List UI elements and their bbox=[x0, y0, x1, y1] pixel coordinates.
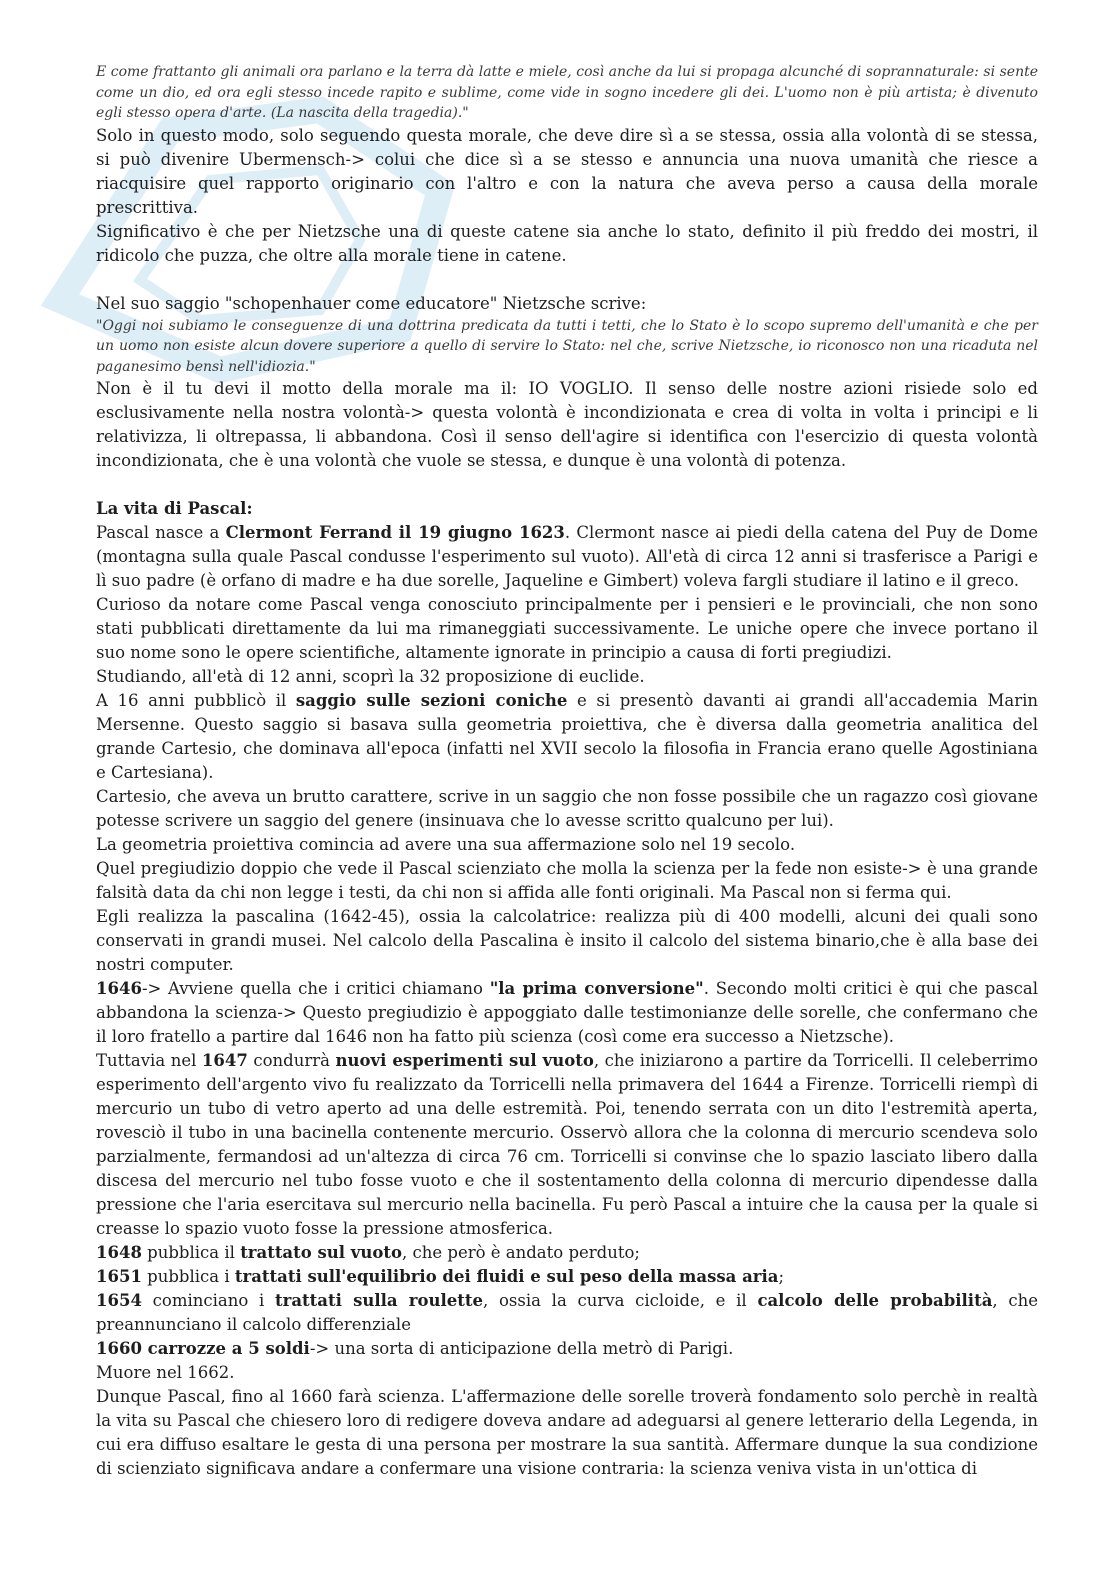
paragraph-1651: 1651 pubblica i trattati sull'equilibrio dei fluidi e sul peso della massa aria; bbox=[96, 1267, 784, 1286]
paragraph-euclide: Studiando, all'età di 12 anni, scoprì la 32 proposizione di euclide. bbox=[96, 667, 645, 686]
paragraph-1654: 1654 cominciano i trattati sulla roulette, ossia la curva cicloide, e il calcolo delle probabilità, che preannunciano il calcolo differenziale bbox=[96, 1291, 1039, 1334]
paragraph-pensieri: Curioso da notare come Pascal venga conosciuto principalmente per i pensieri e le provinciali, che non sono stati pubblicati direttamente da lui ma rimaneggiati successivamente. Le uniche opere che invece portano il suo nome sono le opere scientifiche, altamente ignorate in principio a causa di forti pregiudizi. bbox=[96, 595, 1038, 662]
document-page bbox=[96, 62, 1038, 1481]
section-heading-pascal: La vita di Pascal: bbox=[96, 499, 253, 518]
spacer bbox=[96, 268, 1038, 292]
paragraph-schopenhauer: Nel suo saggio "schopenhauer come educatore" Nietzsche scrive: bbox=[96, 293, 647, 313]
paragraph-1660: 1660 carrozze a 5 soldi-> una sorta di anticipazione della metrò di Parigi. bbox=[96, 1339, 734, 1358]
spacer bbox=[96, 473, 1038, 497]
paragraph-nascita: Pascal nasce a Clermont Ferrand il 19 giugno 1623. Clermont nasce ai piedi della catena del Puy de Dome (montagna sulla quale Pascal condusse l'esperimento sul vuoto). All'età di circa 12 anni si trasferisce a Parigi e lì suo padre (è orfano di madre e ha due sorelle, Jaqueline e Gimbert) voleva fargli studiare il latino e il greco. bbox=[96, 523, 1039, 590]
paragraph-ubermensch: Solo in questo modo, solo seguendo questa morale, che deve dire sì a se stessa, ossia alla volontà di se stessa, si può divenire Ubermensch-> colui che dice sì a se stesso e annuncia una nuova umanità che riesce a riacquisire quel rapporto originario con l'altro e con la natura che aveva perso a causa della morale prescrittiva. bbox=[96, 125, 1038, 217]
paragraph-pregiudizio: Quel pregiudizio doppio che vede il Pascal scienziato che molla la scienza per la fede non esiste-> è una grande falsità data da chi non legge i testi, da chi non si affida alle fonti originali. Ma Pascal non si ferma qui. bbox=[96, 859, 1038, 902]
paragraph-cartesio: Cartesio, che aveva un brutto carattere, scrive in un saggio che non fosse possibile che un ragazzo così giovane potesse scrivere un saggio del genere (insinuava che lo avesse scritto qualcuno per lui). bbox=[96, 787, 1038, 830]
paragraph-1647: Tuttavia nel 1647 condurrà nuovi esperimenti sul vuoto, che iniziarono a partire da Torricelli. Il celeberrimo esperimento dell'argento vivo fu realizzato da Torricelli nella primavera del 1644 a Firenze. Torricelli riempì di mercurio un tubo di vetro aperto ad una delle estremità. Poi, tenendo serrata con un dito l'estremità aperta, rovesciò il tubo in una bacinella contenente mercurio. Osservò allora che la colonna di mercurio scendeva solo parzialmente, fermandosi ad un'altezza di circa 76 cm. Torricelli si convinse che lo spazio lasciato libero dalla discesa del mercurio nel tubo fosse vuoto e che il sostentamento della colonna di mercurio dipendesse dalla pressione che l'aria esercitava sul mercurio nella bacinella. Fu però Pascal a intuire che la causa per la quale si creasse lo spazio vuoto fosse la pressione atmosferica. bbox=[96, 1051, 1039, 1238]
paragraph-stato: Significativo è che per Nietzsche una di queste catene sia anche lo stato, definito il più freddo dei mostri, il ridicolo che puzza, che oltre alla morale tiene in catene. bbox=[96, 221, 1038, 265]
paragraph-1646: 1646-> Avviene quella che i critici chiamano "la prima conversione". Secondo molti critici è qui che pascal abbandona la scienza-> Questo pregiudizio è appoggiato dalle testimonianze delle sorelle, che confermano che il loro fratello a partire dal 1646 non ha fatto più scienza (così come era successo a Nietzsche). bbox=[96, 979, 1038, 1046]
paragraph-pascalina: Egli realizza la pascalina (1642-45), ossia la calcolatrice: realizza più di 400 modelli, alcuni dei quali sono conservati in grandi musei. Nel calcolo della Pascalina è insito il calcolo del sistema binario,che è alla base dei nostri computer. bbox=[96, 907, 1038, 974]
paragraph-io-voglio: Non è il tu devi il motto della morale ma il: IO VOGLIO. Il senso delle nostre azioni risiede solo ed esclusivamente nella nostra volontà-> questa volontà è incondizionata e crea di volta in volta i principi e li relativizza, li oltrepassa, li abbandona. Così il senso dell'agire si identifica con l'esercizio di questa volontà incondizionata, che è una volontà che vuole se stessa, e dunque è una volontà di potenza. bbox=[96, 379, 1038, 470]
nietzsche-quote-tragedy: E come frattanto gli animali ora parlano e la terra dà latte e miele, così anche da lui si propaga alcunché di soprannaturale: si sente come un dio, ed ora egli stesso incede rapito e sublime, come vide in sogno incedere gli dei. L'uomo non è più artista; è divenuto egli stesso opera d'arte. (La nascita della tragedia)." bbox=[96, 64, 1038, 121]
paragraph-legenda: Dunque Pascal, fino al 1660 farà scienza. L'affermazione delle sorelle troverà fondamento solo perchè in realtà la vita su Pascal che chiesero loro di redigere doveva andare ad adeguarsi al genere letterario della Legenda, in cui era diffuso esaltare le gesta di una persona per mostrare la sua santità. Affermare dunque la sua condizione di scienziato significava andare a confermare una visione contraria: la scienza veniva vista in un'ottica di bbox=[96, 1387, 1038, 1478]
paragraph-coniche: A 16 anni pubblicò il saggio sulle sezioni coniche e si presentò davanti ai grandi all'accademia Marin Mersenne. Questo saggio si basava sulla geometria proiettiva, che è diversa dalla geometria analitica del grande Cartesio, che dominava all'epoca (infatti nel XVII secolo la filosofia in Francia erano quelle Agostiniana e Cartesiana). bbox=[96, 691, 1038, 782]
paragraph-morte: Muore nel 1662. bbox=[96, 1363, 235, 1382]
nietzsche-quote-stato: "Oggi noi subiamo le conseguenze di una dottrina predicata da tutti i tetti, che lo Stato è lo scopo supremo dell'umanità e che per un uomo non esiste alcun dovere superiore a quello di servire lo Stato: nel che, scrive Nietzsche, io riconosco non una ricaduta nel paganesimo bensì nell'idiozia." bbox=[96, 317, 1038, 375]
paragraph-geometria: La geometria proiettiva comincia ad avere una sua affermazione solo nel 19 secolo. bbox=[96, 835, 796, 854]
paragraph-1648: 1648 pubblica il trattato sul vuoto, che però è andato perduto; bbox=[96, 1243, 640, 1262]
